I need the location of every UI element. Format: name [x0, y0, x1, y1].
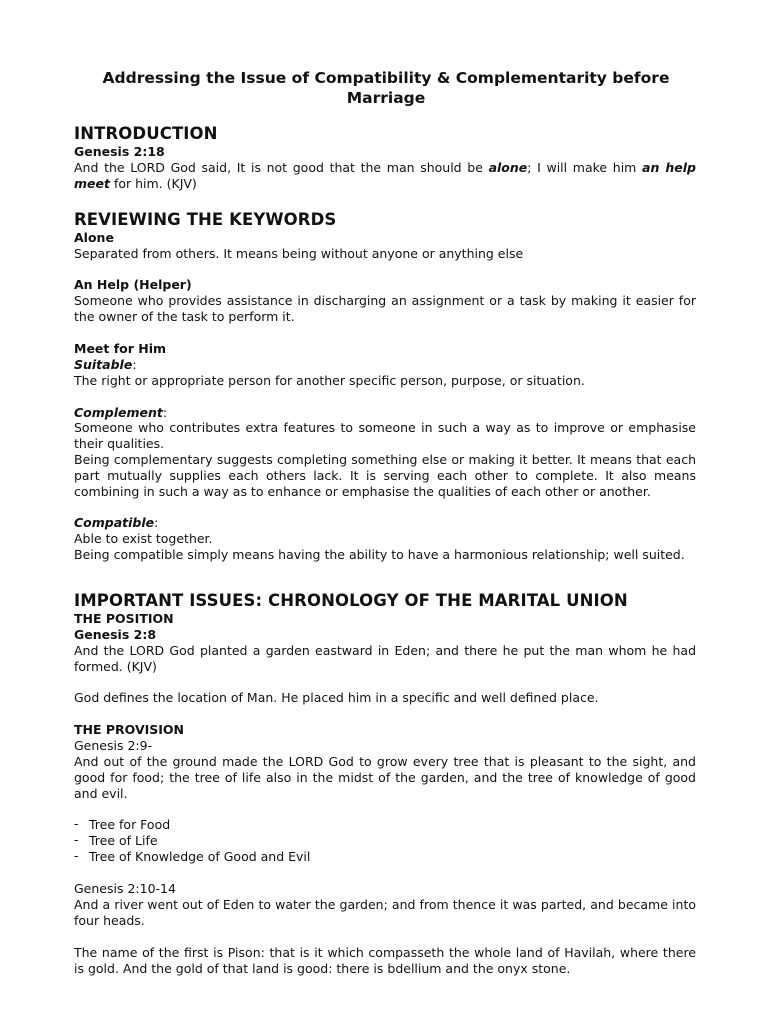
suitable-label: Suitable: — [74, 356, 137, 372]
position-heading: THE POSITION — [74, 610, 174, 626]
provision-heading: THE PROVISION — [74, 722, 185, 738]
position-note: God defines the location of Man. He placed him in a specific and well defined place. — [74, 690, 599, 706]
compatible-label: Compatible: — [74, 515, 159, 531]
compatible-definition-2: Being compatible simply means having the ability to have a harmonious relationship; well suited. — [74, 546, 685, 562]
list-item: - Tree of Knowledge of Good and Evil — [74, 848, 311, 865]
meet-term: Meet for Him — [74, 340, 167, 356]
compatible-definition-1: Able to exist together. — [74, 531, 213, 547]
alone-definition: Separated from others. It means being without anyone or anything else — [74, 245, 524, 261]
complement-label: Complement: — [74, 404, 168, 420]
genesis-2-9-ref: Genesis 2:9- — [74, 738, 153, 754]
genesis-2-8-text: And the LORD God planted a garden eastward in Eden; and there he put the man whom he had formed. (KJV) — [74, 642, 696, 674]
emphasis-alone: alone — [488, 160, 528, 175]
issues-heading: IMPORTANT ISSUES: CHRONOLOGY OF THE MARITAL UNION — [74, 590, 628, 610]
list-item: - Tree of Life — [74, 832, 158, 849]
genesis-2-18-ref: Genesis 2:18 — [74, 144, 165, 159]
list-item: - Tree for Food — [74, 816, 171, 833]
genesis-2-18-text: And the LORD God said, It is not good that the man should be alone; I will make him an help meet for him. (KJV) — [74, 160, 696, 191]
genesis-2-10-ref: Genesis 2:10-14 — [74, 881, 176, 897]
complement-definition-2: Being complementary suggests completing something else or making it better. It means that each part mutually supplies each others lack. It is serving each other to complete. It also means combining in such a way as to enhance or emphasise the qualities of each other or another. — [74, 451, 696, 499]
genesis-2-10-text: And a river went out of Eden to water the garden; and from thence it was parted, and became into four heads. — [74, 897, 696, 928]
helper-definition: Someone who provides assistance in discharging an assignment or a task by making it easier for the owner of the task to perform it. — [74, 293, 696, 325]
alone-term: Alone — [74, 229, 114, 245]
document-page — [74, 68, 696, 976]
complement-definition-1: Someone who contributes extra features to someone in such a way as to improve or emphasise their qualities. — [74, 420, 696, 452]
introduction-heading: INTRODUCTION — [74, 124, 218, 143]
helper-term: An Help (Helper) — [74, 277, 192, 293]
emphasis-help-meet: an help meet — [74, 160, 696, 191]
trees-list — [74, 817, 696, 865]
pison-text: The name of the first is Pison: that is it which compasseth the whole land of Havilah, where there is gold. And the gold of that land is good: there is bdellium and the onyx stone. — [74, 944, 696, 976]
genesis-2-9-text: And out of the ground made the LORD God to grow every tree that is pleasant to the sight, and good for food; the tree of life also in the midst of the garden, and the tree of knowledge of good and evil. — [74, 753, 696, 801]
genesis-2-8-ref: Genesis 2:8 — [74, 626, 157, 642]
suitable-definition: The right or appropriate person for another specific person, purpose, or situation. — [74, 372, 585, 388]
keywords-heading: REVIEWING THE KEYWORDS — [74, 209, 337, 229]
document-title: Addressing the Issue of Compatibility & Complementarity before Marriage — [102, 69, 670, 107]
